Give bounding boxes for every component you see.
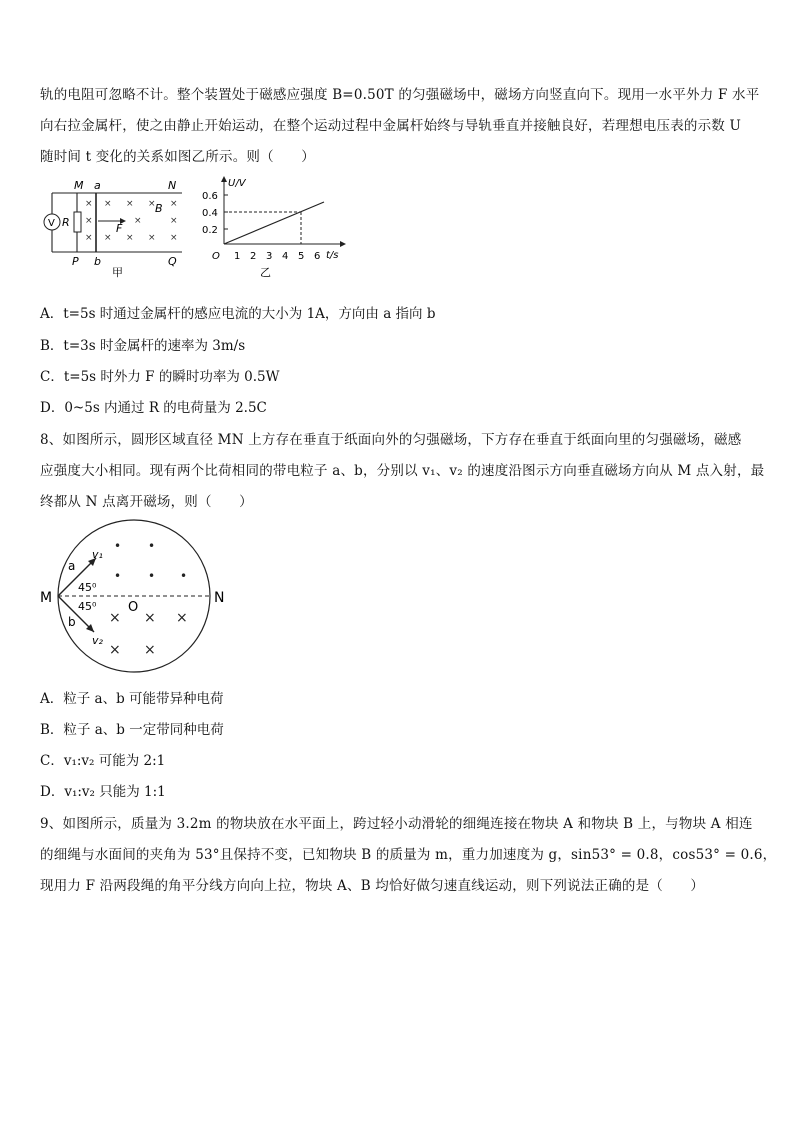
x-tick: 6 bbox=[314, 251, 321, 262]
resistor-label: R bbox=[62, 216, 70, 229]
voltmeter-label: V bbox=[48, 218, 55, 229]
q8-option-c: C．v₁:v₂ 可能为 2:1 bbox=[40, 753, 166, 769]
particle-b-label: b bbox=[68, 615, 76, 629]
figure-jia-caption: 甲 bbox=[112, 266, 123, 278]
q7-line-3: 随时间 t 变化的关系如图乙所示。则（ ） bbox=[40, 149, 315, 165]
svg-text:×: × bbox=[85, 199, 93, 209]
svg-text:Q: Q bbox=[168, 255, 177, 268]
velocity-v2-label: v₂ bbox=[92, 634, 103, 647]
angle-top-label: 45⁰ bbox=[78, 581, 97, 594]
svg-text:×: × bbox=[170, 199, 178, 209]
y-tick: 0.2 bbox=[202, 225, 218, 236]
svg-text:N: N bbox=[168, 179, 177, 192]
x-tick: 2 bbox=[250, 251, 257, 262]
q8-option-b: B．粒子 a、b 一定带同种电荷 bbox=[40, 722, 224, 738]
figure-q8-circle bbox=[36, 518, 236, 674]
q7-option-b: B．t=3s 时金属杆的速率为 3m/s bbox=[40, 338, 246, 354]
q7-line-2: 向右拉金属杆，使之由静止开始运动，在整个运动过程中金属杆始终与导轨垂直并接触良好，若理想电压表的示数 U bbox=[40, 118, 742, 134]
svg-text:•: • bbox=[148, 539, 156, 553]
point-n-label: N bbox=[214, 590, 225, 606]
force-label: F bbox=[116, 222, 123, 235]
svg-text:×: × bbox=[176, 610, 188, 626]
svg-text:M: M bbox=[74, 179, 84, 192]
svg-text:×: × bbox=[104, 233, 112, 243]
particle-a-label: a bbox=[68, 559, 76, 573]
q8-line-2: 应强度大小相同。现有两个比荷相同的带电粒子 a、b，分别以 v₁、v₂ 的速度沿图示方向垂直磁场方向从 M 点入射，最 bbox=[40, 463, 765, 479]
svg-text:×: × bbox=[126, 233, 134, 243]
svg-text:×: × bbox=[85, 216, 93, 226]
svg-text:•: • bbox=[148, 569, 156, 583]
center-o-label: O bbox=[128, 600, 139, 615]
x-axis-label: t/s bbox=[326, 250, 339, 261]
q8-line-1: 8、如图所示，圆形区域直径 MN 上方存在垂直于纸面向外的匀强磁场，下方存在垂直于纸面向里的匀强磁场，磁感 bbox=[40, 432, 742, 448]
origin-label: O bbox=[212, 251, 220, 262]
svg-text:×: × bbox=[134, 216, 142, 226]
svg-text:•: • bbox=[180, 569, 188, 583]
figure-yi-caption: 乙 bbox=[260, 266, 271, 279]
svg-text:•: • bbox=[114, 569, 122, 583]
q8-option-a: A．粒子 a、b 可能带异种电荷 bbox=[40, 691, 224, 707]
q9-line-2: 的细绳与水面间的夹角为 53°且保持不变，已知物块 B 的质量为 m，重力加速度为 g，sin53° = 0.8，cos53° = 0.6， bbox=[40, 847, 777, 863]
svg-text:a: a bbox=[94, 179, 101, 192]
svg-text:P: P bbox=[72, 255, 79, 268]
y-tick: 0.6 bbox=[202, 191, 218, 202]
velocity-v1-label: v₁ bbox=[92, 548, 103, 561]
svg-text:×: × bbox=[109, 610, 121, 626]
y-axis-label: U/V bbox=[228, 178, 246, 189]
svg-text:×: × bbox=[170, 216, 178, 226]
figure-jia bbox=[36, 176, 196, 278]
svg-text:×: × bbox=[148, 233, 156, 243]
figure-yi bbox=[200, 174, 350, 282]
svg-text:×: × bbox=[144, 610, 156, 626]
angle-bottom-label: 45⁰ bbox=[78, 600, 97, 613]
svg-text:×: × bbox=[126, 199, 134, 209]
svg-text:×: × bbox=[148, 199, 156, 209]
q8-line-3: 终都从 N 点离开磁场，则（ ） bbox=[40, 494, 253, 510]
q7-option-d: D．0~5s 内通过 R 的电荷量为 2.5C bbox=[40, 400, 267, 416]
x-tick: 5 bbox=[298, 251, 305, 262]
q7-option-c: C．t=5s 时外力 F 的瞬时功率为 0.5W bbox=[40, 369, 280, 385]
q9-line-3: 现用力 F 沿两段绳的角平分线方向向上拉，物块 A、B 均恰好做匀速直线运动，则下列说法正确的是（ ） bbox=[40, 878, 705, 894]
svg-text:b: b bbox=[94, 255, 101, 268]
q7-line-1: 轨的电阻可忽略不计。整个装置处于磁感应强度 B=0.50T 的匀强磁场中，磁场方向竖直向下。现用一水平外力 F 水平 bbox=[40, 87, 760, 103]
q8-option-d: D．v₁:v₂ 只能为 1:1 bbox=[40, 784, 166, 800]
q7-option-a: A．t=5s 时通过金属杆的感应电流的大小为 1A，方向由 a 指向 b bbox=[40, 306, 436, 322]
y-tick: 0.4 bbox=[202, 208, 218, 219]
svg-text:×: × bbox=[104, 199, 112, 209]
svg-text:•: • bbox=[114, 539, 122, 553]
svg-text:×: × bbox=[144, 642, 156, 658]
q9-line-1: 9、如图所示，质量为 3.2m 的物块放在水平面上，跨过轻小动滑轮的细绳连接在物块 A 和物块 B 上，与物块 A 相连 bbox=[40, 816, 753, 832]
svg-text:×: × bbox=[170, 233, 178, 243]
point-m-label: M bbox=[40, 590, 53, 606]
x-tick: 3 bbox=[266, 251, 273, 262]
x-tick: 4 bbox=[282, 251, 289, 262]
svg-text:×: × bbox=[109, 642, 121, 658]
svg-text:×: × bbox=[85, 233, 93, 243]
x-tick: 1 bbox=[234, 251, 241, 262]
field-label: B bbox=[155, 202, 163, 215]
